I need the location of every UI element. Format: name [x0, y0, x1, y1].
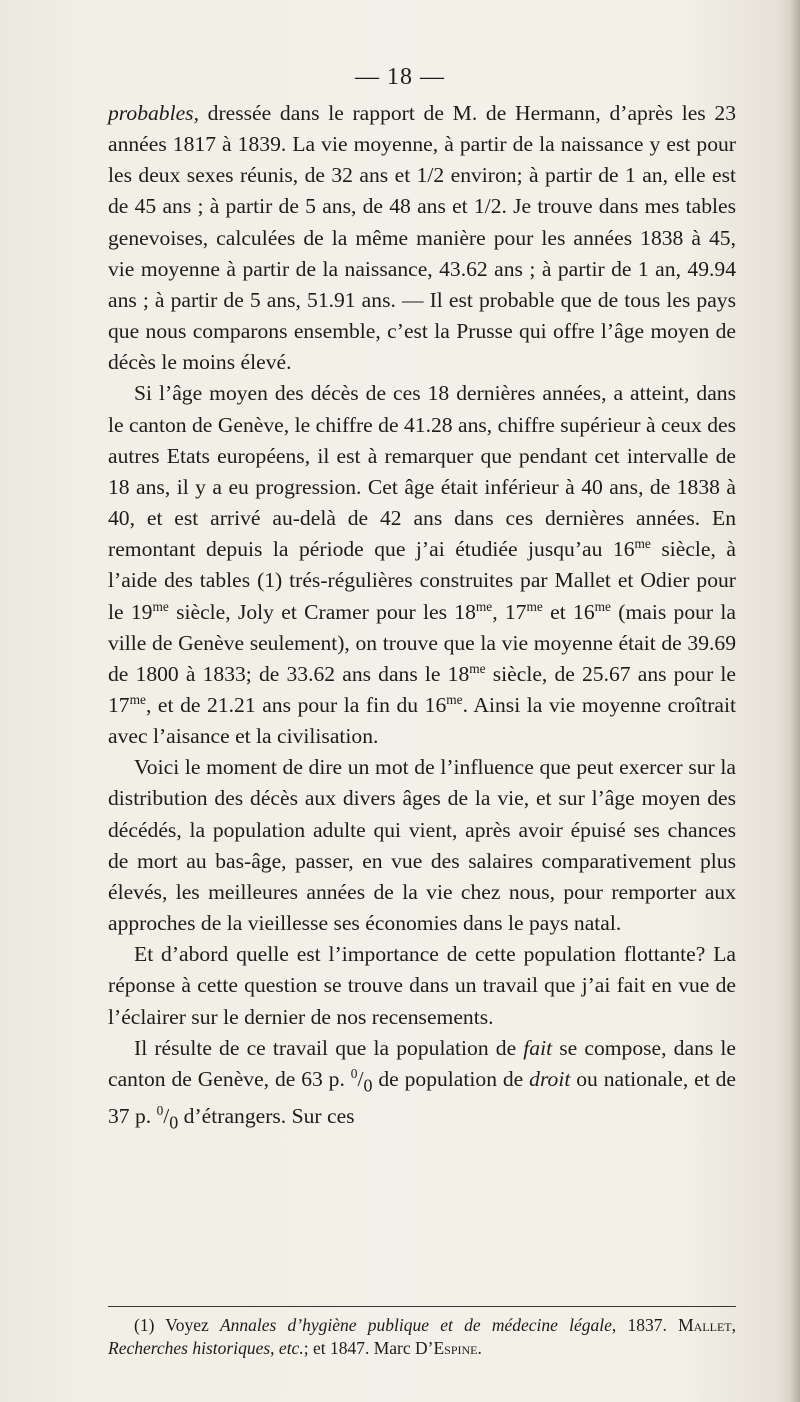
text-run: siècle, Joly et Cramer pour les 18	[168, 599, 476, 624]
text-run: et 16	[542, 599, 595, 624]
superscript: me	[469, 660, 486, 676]
italic-text: etc.	[278, 1338, 304, 1358]
text-run: ,	[270, 1338, 279, 1358]
paragraph	[108, 1033, 736, 1139]
body-text	[108, 98, 736, 1139]
superscript: 0	[156, 1103, 164, 1119]
text-run: siècle, de 25.67 ans pour le 17	[108, 661, 736, 717]
footnote	[108, 1314, 736, 1360]
superscript: me	[129, 691, 146, 707]
superscript: 0	[350, 1065, 358, 1081]
text-run: (mais pour la ville de Genève seulement), on trouve que la vie moyenne était de 39.69 de 1800 à 1833; de 33.62 ans dans le 18	[108, 599, 736, 686]
superscript: me	[526, 598, 543, 614]
text-run: , 17	[492, 599, 527, 624]
italic-text: Recherches historiques	[108, 1338, 271, 1358]
superscript: me	[152, 598, 169, 614]
text-run: siècle, à l’aide des tables (1) trés-régulières construites par Mallet et Odier pour le 19	[108, 537, 736, 624]
italic-text: fait	[523, 1035, 553, 1060]
footnote-text	[108, 1314, 736, 1360]
text-run: (1) Voyez	[134, 1315, 220, 1335]
superscript: me	[475, 598, 493, 614]
footnote-divider	[108, 1306, 736, 1307]
superscript: me	[594, 598, 611, 614]
subscript: 0	[363, 1075, 373, 1096]
text-run: /	[357, 1066, 364, 1091]
text-run: d’étrangers. Sur ces	[178, 1104, 355, 1129]
text-run: , et de 21.21 ans pour la fin du 16	[145, 692, 447, 717]
text-run: .	[477, 1338, 482, 1358]
text-run: Si l’âge moyen des décès de ces 18 dernières années, a atteint, dans le canton de Genève, le chiffre de 41.28 ans, chiffre supérieur à ceux des autres Etats européens, il est à remarquer que pendant cet intervalle de 18 ans, il y a eu progression. Cet âge était inférieur à 40 ans, de 1838 à 40, et est arrivé au-delà de 42 ans dans ces dernières années. En remontant depuis la période que j’ai étudiée jusqu’au 16	[108, 381, 736, 562]
page-number: — 18 —	[355, 64, 445, 90]
text-run: . Ainsi la vie moyenne croîtrait avec l’aisance et la civilisation.	[108, 692, 736, 749]
page-edge-shadow	[790, 0, 800, 1402]
paragraph	[108, 752, 736, 939]
text-run: ou nationale, et de 37 p.	[108, 1066, 736, 1129]
superscript: me	[634, 536, 651, 551]
text-run: Voici le moment de dire un mot de l’influence que peut exercer sur la distribution des décès aux divers âges de la vie, et sur l’âge moyen des décédés, la population adulte qui vient, après avoir épuisé ses chances de mort au bas-âge, passer, en vue des salaires comparativement plus élevés, les meilleures années de la vie chez nous, pour remporter aux approches de la vieillesse ses économies dans le pays natal.	[108, 755, 736, 936]
superscript: me	[446, 691, 463, 707]
paragraph	[108, 378, 736, 752]
italic-text: droit	[529, 1066, 571, 1091]
paragraph	[108, 939, 736, 1032]
text-run: de population de	[372, 1066, 530, 1091]
italic-text: probables	[108, 101, 194, 125]
text-run: , 1837.	[611, 1315, 679, 1335]
text-run: ; et 1847. Marc	[303, 1338, 415, 1358]
text-run: D’Espine	[415, 1338, 478, 1358]
paragraph	[108, 98, 736, 378]
text-run: /	[163, 1104, 170, 1129]
text-run: Et d’abord quelle est l’importance de cette population flottante? La réponse à cette question se trouve dans un travail que j’ai fait en vue de l’éclairer sur le dernier de nos recensements.	[108, 942, 736, 1029]
text-run: Il résulte de ce travail que la population de	[134, 1035, 524, 1060]
italic-text: Annales d’hygiène publique et de médecine légale	[219, 1315, 612, 1335]
subscript: 0	[169, 1112, 179, 1133]
text-run: , dressée dans le rapport de M. de Hermann, d’après les 23 années 1817 à 1839. La vie moyenne, à partir de la naissance y est pour les deux sexes réunis, de 32 ans et 1/2 environ; à partir de 1 an, elle est de 45 ans ; à partir de 5 ans, de 48 ans et 1/2. Je trouve dans mes tables genevoises, calculées de la même manière pour les années 1838 à 45, vie moyenne à partir de la naissance, 43.62 ans ; à partir de 1 an, 49.94 ans ; à partir de 5 ans, 51.91 ans. — Il est probable que de tous les pays que nous comparons ensemble, c’est la Prusse qui offre l’âge moyen de décès le moins élevé.	[108, 101, 736, 375]
text-run: Mallet	[678, 1315, 732, 1335]
text-run: ,	[731, 1315, 736, 1335]
text-run: se compose, dans le canton de Genève, de 63 p.	[108, 1035, 736, 1091]
